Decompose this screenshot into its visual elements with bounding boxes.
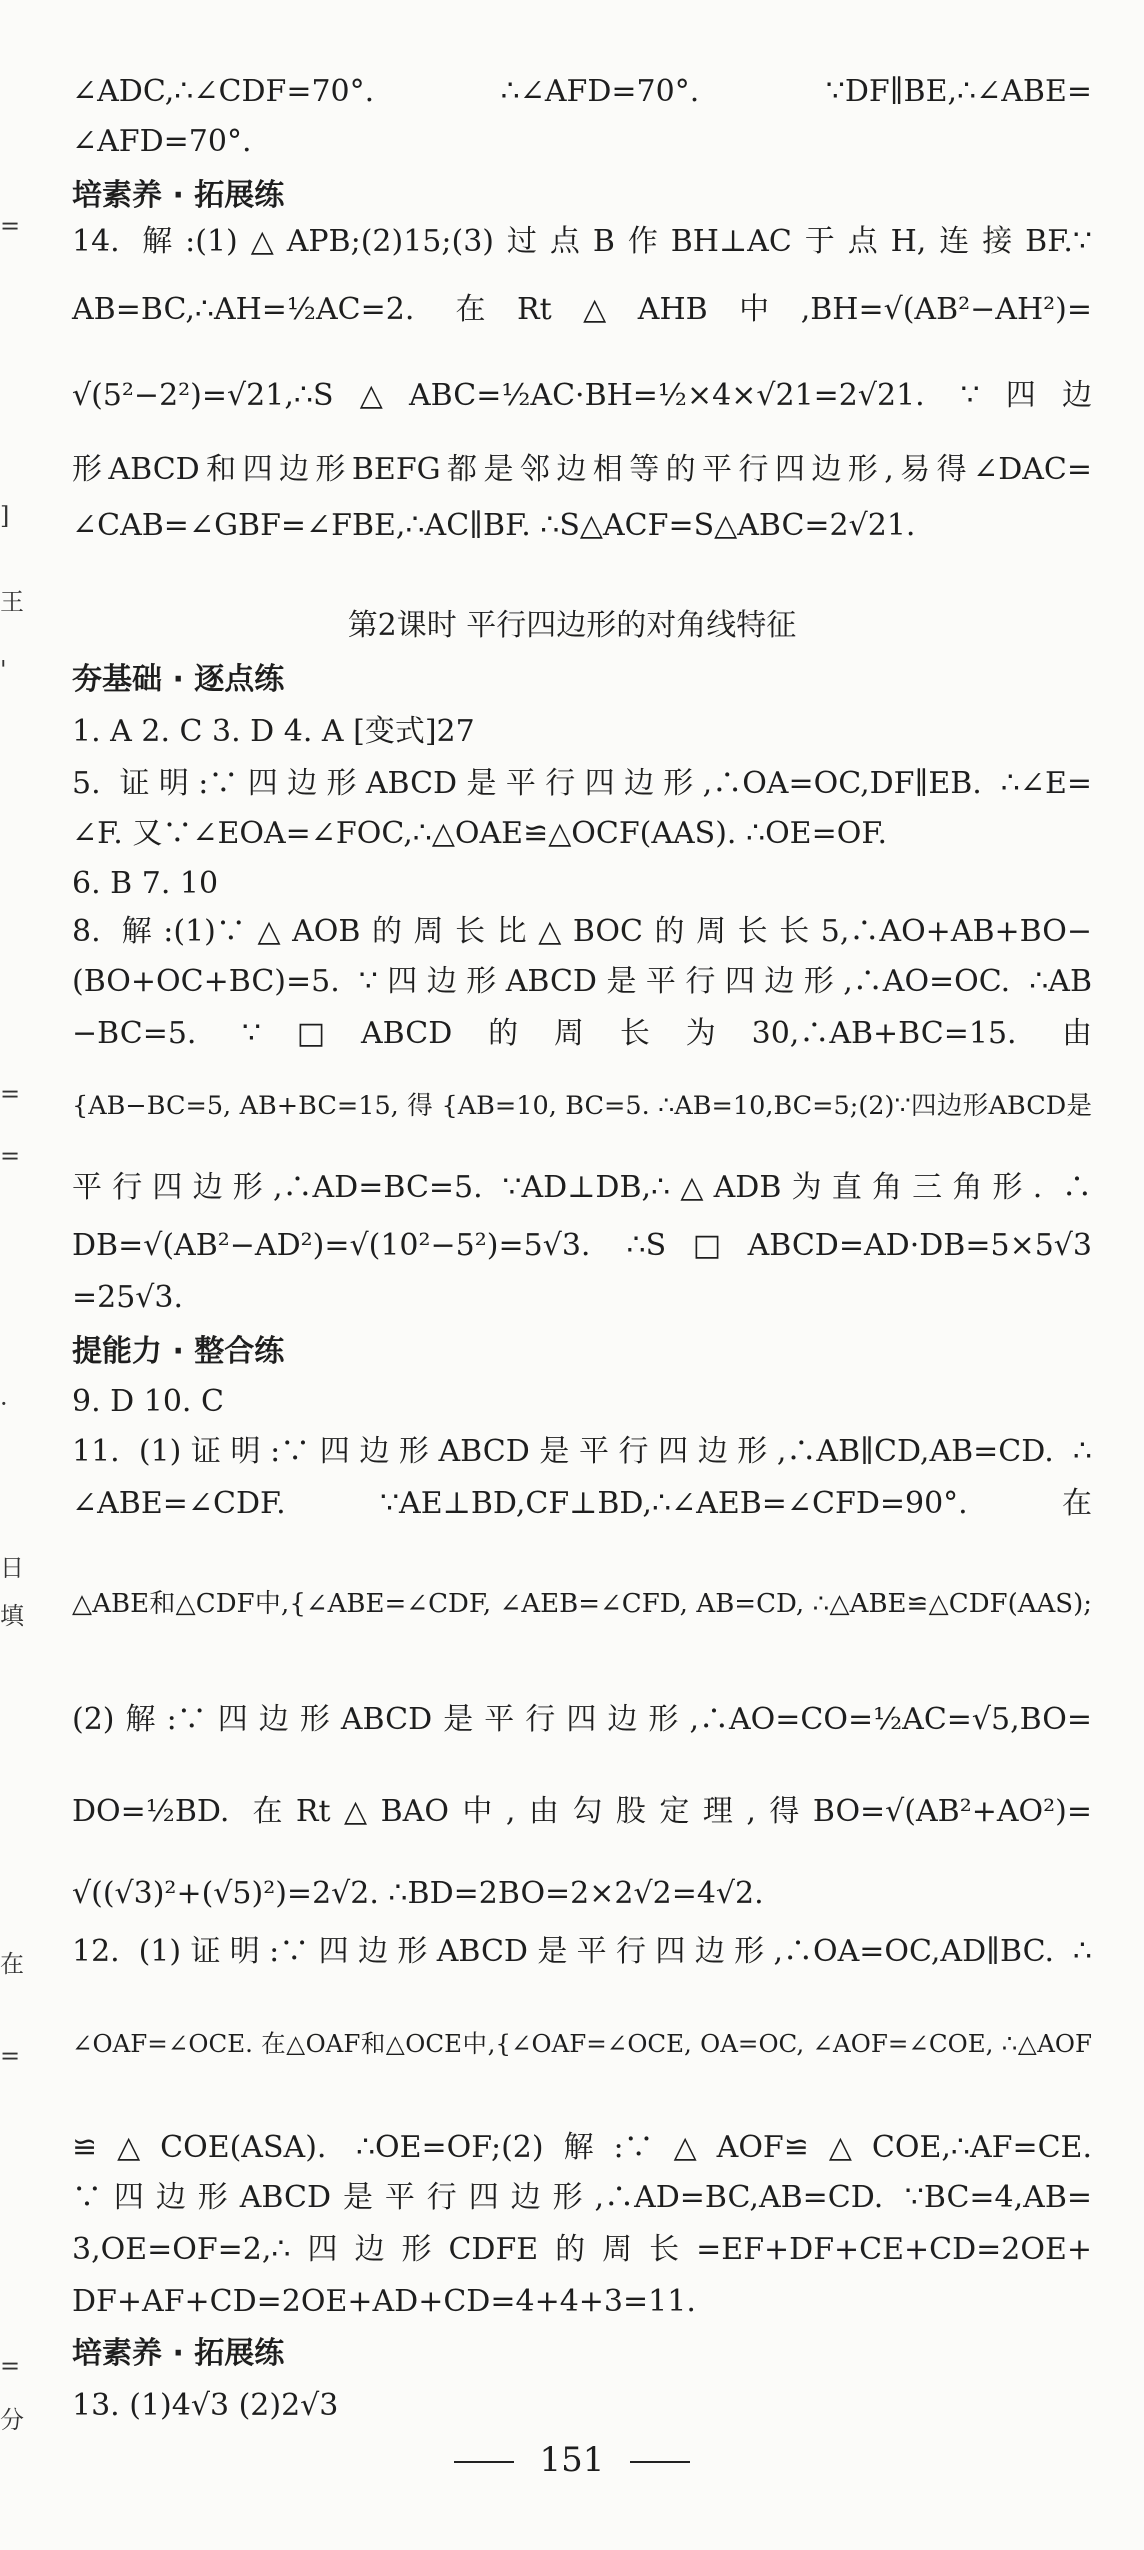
text-line: (BO+OC+BC)=5. ∵四边形ABCD是平行四边形,∴AO=OC. ∴AB: [72, 964, 1092, 999]
text-line: √(5²−2²)=√21,∴S△ABC=½AC·BH=½×4×√21=2√21. ∵四边: [72, 378, 1092, 413]
text-line: ∵四边形ABCD是平行四边形,∴AD=BC,AB=CD. ∵BC=4,AB=: [72, 2180, 1092, 2215]
text-line: 5. 证明:∵四边形ABCD是平行四边形,∴OA=OC,DF∥EB. ∴∠E=: [72, 766, 1092, 801]
answer-line: 9. D 10. C: [72, 1384, 224, 1419]
margin-mark: ·: [0, 1390, 8, 1418]
margin-mark: 王: [0, 588, 24, 616]
text-line: 3,OE=OF=2,∴四边形CDFE的周长=EF+DF+CE+CD=2OE+: [72, 2232, 1092, 2267]
page-number-dash-right: [630, 2461, 690, 2463]
margin-mark: =: [0, 1142, 21, 1170]
text-line: DB=√(AB²−AD²)=√(10²−5²)=5√3. ∴S□ABCD=AD·DB=5×5√3: [72, 1228, 1092, 1263]
margin-mark: =: [0, 1080, 21, 1108]
section-heading: 提能力 · 整合练: [72, 1334, 285, 1369]
margin-mark: =: [0, 2352, 21, 2380]
equation-system-line: △ABE和△CDF中,{∠ABE=∠CDF, ∠AEB=∠CFD, AB=CD, ∴△ABE≌△CDF(AAS);: [72, 1589, 1092, 1619]
text-line: ∠F. 又∵∠EOA=∠FOC,∴△OAE≌△OCF(AAS). ∴OE=OF.: [72, 816, 887, 851]
margin-mark: =: [0, 212, 21, 240]
page-number-text: 151: [539, 2440, 605, 2480]
answer-line: 13. (1)4√3 (2)2√3: [72, 2388, 339, 2423]
page-number: [0, 2440, 1144, 2480]
text-line: DO=½BD. 在Rt△BAO中,由勾股定理,得BO=√(AB²+AO²)=: [72, 1794, 1092, 1829]
text-line: DF+AF+CD=2OE+AD+CD=4+4+3=11.: [72, 2284, 696, 2319]
text-line: ∠ADC,∴∠CDF=70°. ∴∠AFD=70°. ∵DF∥BE,∴∠ABE=: [72, 74, 1092, 109]
margin-mark: ]: [0, 502, 10, 530]
page-number-dash-left: [454, 2461, 514, 2463]
text-line: =25√3.: [72, 1280, 184, 1315]
answer-line: 6. B 7. 10: [72, 866, 219, 901]
margin-mark: 填: [0, 1602, 24, 1630]
text-line: 14. 解:(1)△APB;(2)15;(3)过点B作BH⊥AC于点H,连接BF.∵: [72, 224, 1092, 259]
equation-system-line: ∠OAF=∠OCE. 在△OAF和△OCE中,{∠OAF=∠OCE, OA=OC, ∠AOF=∠COE, ∴△AOF: [72, 2029, 1092, 2058]
text-line: −BC=5. ∵□ABCD的周长为30,∴AB+BC=15. 由: [72, 1016, 1092, 1051]
margin-mark: 日: [0, 1554, 24, 1582]
margin-mark: ': [0, 656, 7, 684]
text-line: 形ABCD和四边形BEFG都是邻边相等的平行四边形,易得∠DAC=: [72, 452, 1092, 487]
text-line: 平行四边形,∴AD=BC=5. ∵AD⊥DB,∴△ADB为直角三角形. ∴: [72, 1170, 1092, 1205]
section-heading: 夯基础 · 逐点练: [72, 662, 285, 697]
text-line: ∠ABE=∠CDF. ∵AE⊥BD,CF⊥BD,∴∠AEB=∠CFD=90°. 在: [72, 1486, 1092, 1521]
margin-mark: =: [0, 2042, 21, 2070]
text-line: AB=BC,∴AH=½AC=2. 在Rt△AHB中,BH=√(AB²−AH²)=: [72, 292, 1092, 327]
text-line: (2)解:∵四边形ABCD是平行四边形,∴AO=CO=½AC=√5,BO=: [72, 1702, 1092, 1737]
lesson-title: 第2课时 平行四边形的对角线特征: [347, 608, 797, 643]
text-line: ∠CAB=∠GBF=∠FBE,∴AC∥BF. ∴S△ACF=S△ABC=2√21.: [72, 508, 916, 543]
text-line: ≌△COE(ASA). ∴OE=OF;(2)解:∵△AOF≌△COE,∴AF=CE.: [72, 2130, 1092, 2165]
margin-mark: 在: [0, 1950, 24, 1978]
text-line: 8. 解:(1)∵△AOB的周长比△BOC的周长长5,∴AO+AB+BO−: [72, 914, 1092, 949]
margin-mark: 分: [0, 2406, 24, 2434]
answer-line: 1. A 2. C 3. D 4. A [变式]27: [72, 714, 475, 749]
equation-system-line: {AB−BC=5, AB+BC=15, 得 {AB=10, BC=5. ∴AB=10,BC=5;(2)∵四边形ABCD是: [72, 1091, 1092, 1121]
text-line: 12. (1)证明:∵四边形ABCD是平行四边形,∴OA=OC,AD∥BC. ∴: [72, 1934, 1092, 1969]
text-line: ∠AFD=70°.: [72, 124, 252, 159]
text-line: 11. (1)证明:∵四边形ABCD是平行四边形,∴AB∥CD,AB=CD. ∴: [72, 1434, 1092, 1469]
text-line: √((√3)²+(√5)²)=2√2. ∴BD=2BO=2×2√2=4√2.: [72, 1876, 764, 1911]
section-heading: 培素养 · 拓展练: [72, 2336, 285, 2371]
section-heading: 培素养 · 拓展练: [72, 178, 285, 213]
